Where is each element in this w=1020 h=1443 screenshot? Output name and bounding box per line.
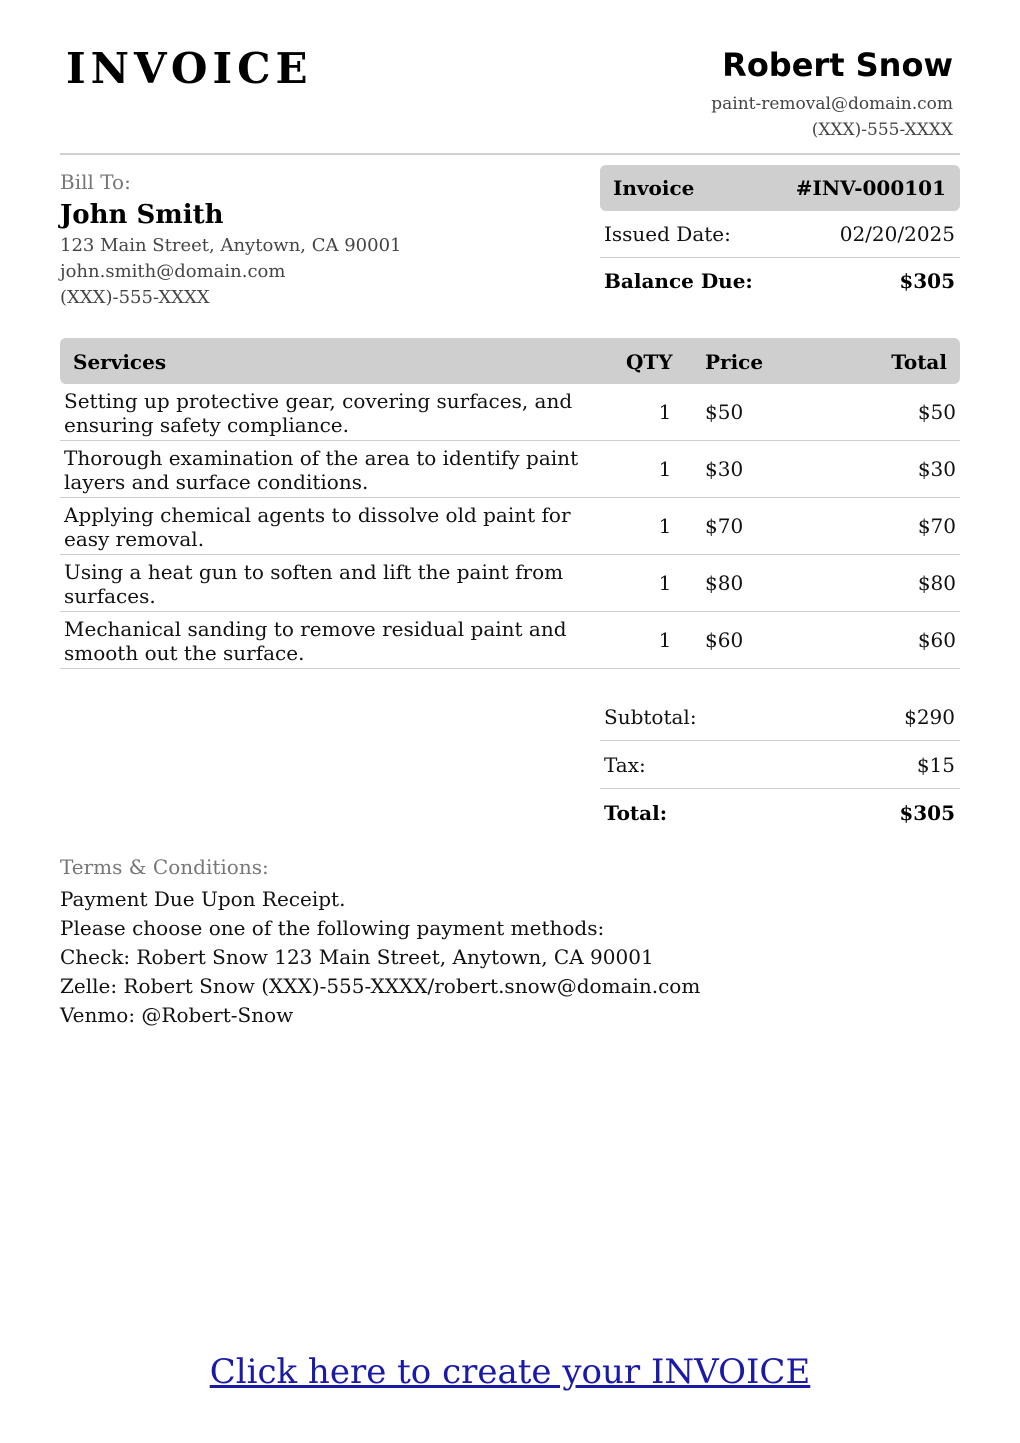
tax-row	[600, 741, 960, 789]
service-price: $50	[705, 400, 744, 424]
service-qty: 1	[658, 628, 672, 652]
bill-to-block	[60, 170, 560, 308]
services-column-header: Services	[73, 350, 167, 374]
terms-line: Zelle: Robert Snow (XXX)-555-XXXX/robert.snow@domain.com	[60, 974, 701, 998]
balance-due-row	[600, 258, 960, 304]
service-total: $50	[917, 400, 956, 424]
customer-phone: (XXX)-555-XXXX	[60, 287, 210, 308]
service-description: Applying chemical agents to dissolve old paint for easy removal.	[64, 503, 571, 551]
tax-value: $15	[916, 752, 955, 777]
issued-date-row	[600, 211, 960, 258]
invoice-number-header	[600, 165, 960, 211]
invoice-number: #INV-000101	[795, 176, 946, 200]
invoice-title: INVOICE	[66, 44, 313, 93]
terms-line: Please choose one of the following payment methods:	[60, 916, 605, 940]
service-price: $30	[705, 457, 744, 481]
cta-container	[0, 1352, 1020, 1392]
service-qty: 1	[658, 400, 672, 424]
grand-total-row	[600, 789, 960, 836]
grand-total-label: Total:	[604, 800, 668, 825]
services-table	[60, 338, 960, 669]
service-qty: 1	[658, 514, 672, 538]
service-qty: 1	[658, 457, 672, 481]
terms-line: Payment Due Upon Receipt.	[60, 887, 346, 911]
services-table-header	[60, 338, 960, 384]
service-total: $70	[917, 514, 956, 538]
tax-label: Tax:	[604, 752, 646, 777]
qty-column-header: QTY	[626, 350, 673, 374]
price-column-header: Price	[705, 350, 764, 374]
seller-phone: (XXX)-555-XXXX	[811, 120, 953, 140]
service-total: $30	[917, 457, 956, 481]
customer-address: 123 Main Street, Anytown, CA 90001	[60, 235, 402, 256]
create-invoice-link[interactable]: Click here to create your INVOICE	[209, 1352, 811, 1392]
issued-date-label: Issued Date:	[604, 222, 731, 246]
seller-email: paint-removal@domain.com	[711, 94, 953, 114]
subtotal-row	[600, 693, 960, 741]
service-price: $60	[705, 628, 744, 652]
terms-line: Venmo: @Robert-Snow	[60, 1003, 294, 1027]
service-total: $60	[917, 628, 956, 652]
subtotal-label: Subtotal:	[604, 704, 697, 729]
seller-name: Robert Snow	[722, 46, 953, 84]
service-qty: 1	[658, 571, 672, 595]
header-divider	[60, 153, 960, 155]
balance-due-value: $305	[899, 269, 955, 293]
terms-block	[60, 855, 960, 1030]
service-description: Using a heat gun to soften and lift the paint from surfaces.	[64, 560, 564, 608]
seller-info	[711, 46, 953, 140]
subtotal-value: $290	[904, 704, 955, 729]
service-price: $70	[705, 514, 744, 538]
table-row	[60, 384, 960, 441]
invoice-label: Invoice	[613, 176, 695, 200]
issued-date-value: 02/20/2025	[839, 222, 955, 246]
table-row	[60, 441, 960, 498]
service-total: $80	[917, 571, 956, 595]
service-description: Setting up protective gear, covering surfaces, and ensuring safety compliance.	[64, 389, 573, 437]
service-description: Thorough examination of the area to identify paint layers and surface conditions.	[64, 446, 579, 494]
invoice-meta-box	[600, 165, 960, 304]
grand-total-value: $305	[899, 800, 955, 825]
customer-email: john.smith@domain.com	[60, 261, 286, 282]
totals-block	[600, 693, 960, 836]
terms-line: Check: Robert Snow 123 Main Street, Anytown, CA 90001	[60, 945, 654, 969]
table-row	[60, 612, 960, 669]
terms-label: Terms & Conditions:	[60, 855, 269, 879]
bill-to-label: Bill To:	[60, 170, 131, 194]
table-row	[60, 555, 960, 612]
table-row	[60, 498, 960, 555]
customer-name: John Smith	[60, 200, 224, 230]
balance-due-label: Balance Due:	[604, 269, 753, 293]
service-description: Mechanical sanding to remove residual paint and smooth out the surface.	[64, 617, 567, 665]
service-price: $80	[705, 571, 744, 595]
total-column-header: Total	[891, 350, 947, 374]
